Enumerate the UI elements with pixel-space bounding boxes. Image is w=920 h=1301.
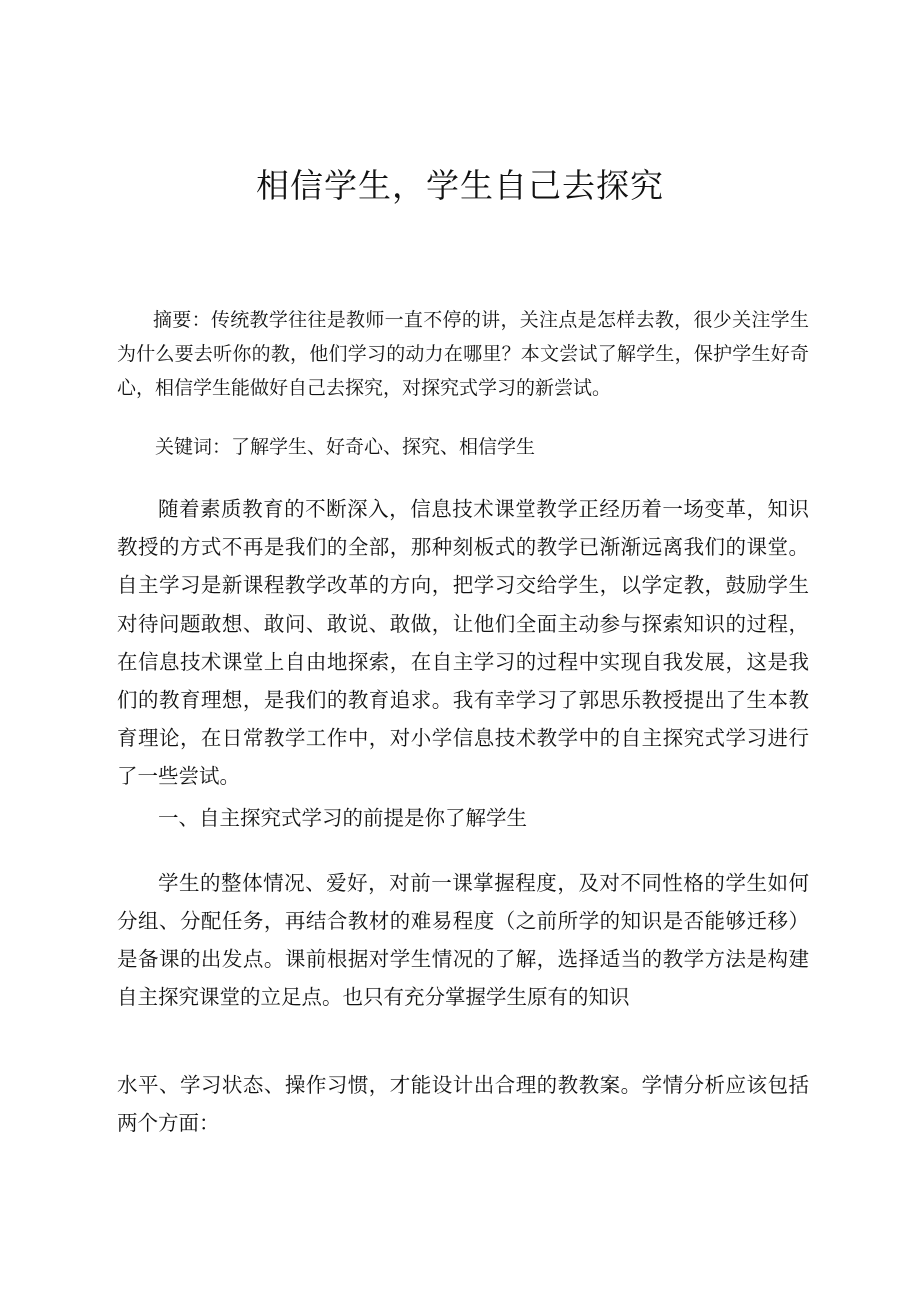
document-title: 相信学生，学生自己去探究 <box>256 166 664 205</box>
body-paragraph-2: 学生的整体情况、爱好，对前一课掌握程度，及对不同性格的学生如何分组、分配任务，再结合教材的难易程度（之前所学的知识是否能够迁移）是备课的出发点。课前根据对学生情况的了解，选择适当的教学方法是构建自主探究课堂的立足点。也只有充分掌握学生原有的知识 <box>117 871 809 1009</box>
body-paragraph-1: 随着素质教育的不断深入，信息技术课堂教学正经历着一场变革，知识教授的方式不再是我们的全部，那种刻板式的教学已渐渐远离我们的课堂。自主学习是新课程教学改革的方向，把学习交给学生，以学定教，鼓励学生对待问题敢想、敢问、敢说、敢做，让他们全面主动参与探索知识的过程，在信息技术课堂上自由地探索，在自主学习的过程中实现自我发展，这是我们的教育理想，是我们的教育追求。我有幸学习了郭思乐教授提出了生本教育理论，在日常教学工作中，对小学信息技术教学中的自主探究式学习进行了一些尝试。 <box>117 497 809 789</box>
body-paragraph-3: 水平、学习状态、操作习惯，才能设计出合理的教教案。学情分析应该包括两个方面： <box>117 1073 809 1135</box>
keywords-line: 关键词：了解学生、好奇心、探究、相信学生 <box>155 436 536 458</box>
section-heading-1: 一、自主探究式学习的前提是你了解学生 <box>158 806 527 830</box>
abstract-paragraph: 摘要：传统教学往往是教师一直不停的讲，关注点是怎样去教，很少关注学生为什么要去听你的教，他们学习的动力在哪里？本文尝试了解学生，保护学生好奇心，相信学生能做好自己去探究，对探究式学习的新尝试。 <box>117 309 809 399</box>
